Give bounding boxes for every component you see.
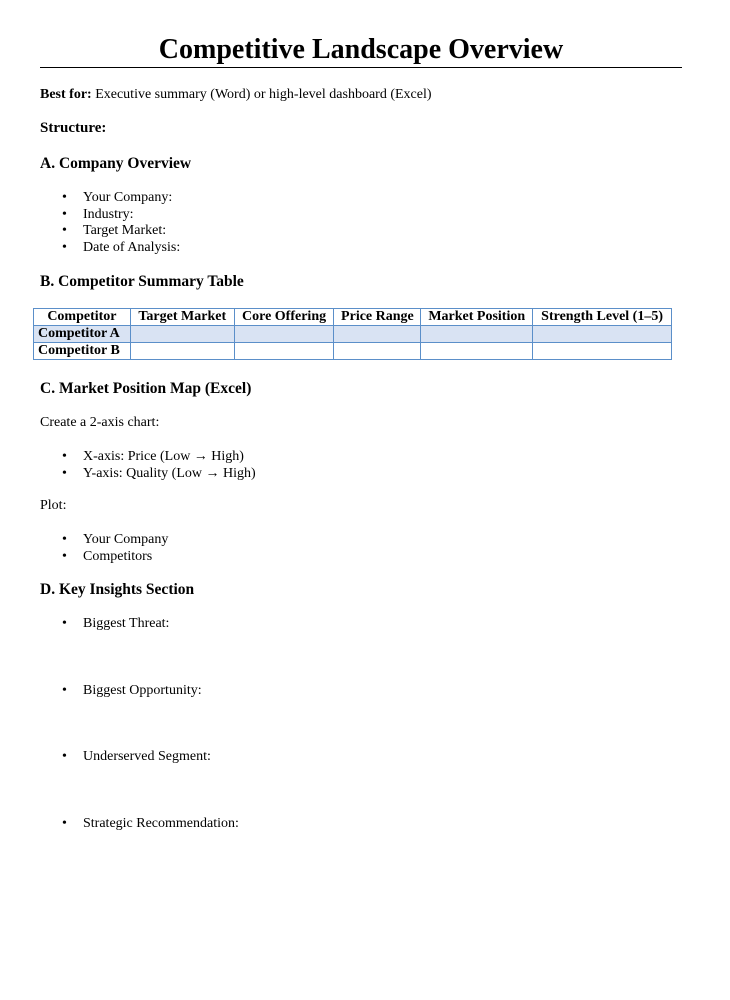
section-d-heading: D. Key Insights Section (40, 581, 195, 598)
list-item: • Your Company: (83, 190, 180, 207)
section-c-heading: C. Market Position Map (Excel) (40, 380, 252, 397)
page-title: Competitive Landscape Overview (40, 0, 682, 68)
table-row (34, 326, 672, 343)
section-a-heading: A. Company Overview (40, 155, 192, 172)
list-item: • Biggest Threat: (83, 616, 239, 683)
list-item: • Competitors (83, 549, 168, 566)
table-cell[interactable] (334, 326, 421, 343)
table-row (34, 343, 672, 360)
row-header-cell: Competitor B (34, 343, 131, 360)
axes-list (40, 449, 256, 482)
best-for-label: Best for: (40, 87, 92, 102)
structure-label: Structure: (40, 120, 107, 136)
best-for-text: Executive summary (Word) or high-level dashboard (Excel) (91, 87, 432, 102)
table-cell[interactable] (421, 326, 533, 343)
competitor-summary-table (33, 308, 672, 360)
table-cell[interactable] (234, 326, 334, 343)
list-item: • Date of Analysis: (83, 240, 180, 257)
list-item: • X-axis: Price (Low → High) (83, 449, 256, 466)
list-item: • Industry: (83, 207, 180, 224)
column-header: Market Position (421, 309, 533, 326)
chart-intro-text: Create a 2-axis chart: (40, 415, 160, 430)
column-header: Core Offering (234, 309, 334, 326)
company-overview-list (40, 190, 180, 256)
plot-label: Plot: (40, 498, 67, 513)
table-cell[interactable] (234, 343, 334, 360)
table-header-row (34, 309, 672, 326)
insights-list (40, 616, 239, 833)
column-header: Price Range (334, 309, 421, 326)
table-cell[interactable] (130, 326, 234, 343)
column-header: Target Market (130, 309, 234, 326)
list-item: • Y-axis: Quality (Low → High) (83, 466, 256, 483)
plot-items-list (40, 532, 168, 565)
section-b-heading: B. Competitor Summary Table (40, 273, 244, 290)
list-item: • Underserved Segment: (83, 749, 239, 816)
list-item: • Your Company (83, 532, 168, 549)
document-page (38, 0, 682, 831)
list-item: • Strategic Recommendation: (83, 816, 239, 833)
column-header: Competitor (34, 309, 131, 326)
table-cell[interactable] (421, 343, 533, 360)
row-header-cell: Competitor A (34, 326, 131, 343)
list-item: • Biggest Opportunity: (83, 683, 239, 749)
list-item: • Target Market: (83, 223, 180, 240)
column-header: Strength Level (1–5) (533, 309, 672, 326)
table-cell[interactable] (334, 343, 421, 360)
best-for-line (40, 86, 432, 104)
table-cell[interactable] (130, 343, 234, 360)
table-cell[interactable] (533, 343, 672, 360)
table-cell[interactable] (533, 326, 672, 343)
